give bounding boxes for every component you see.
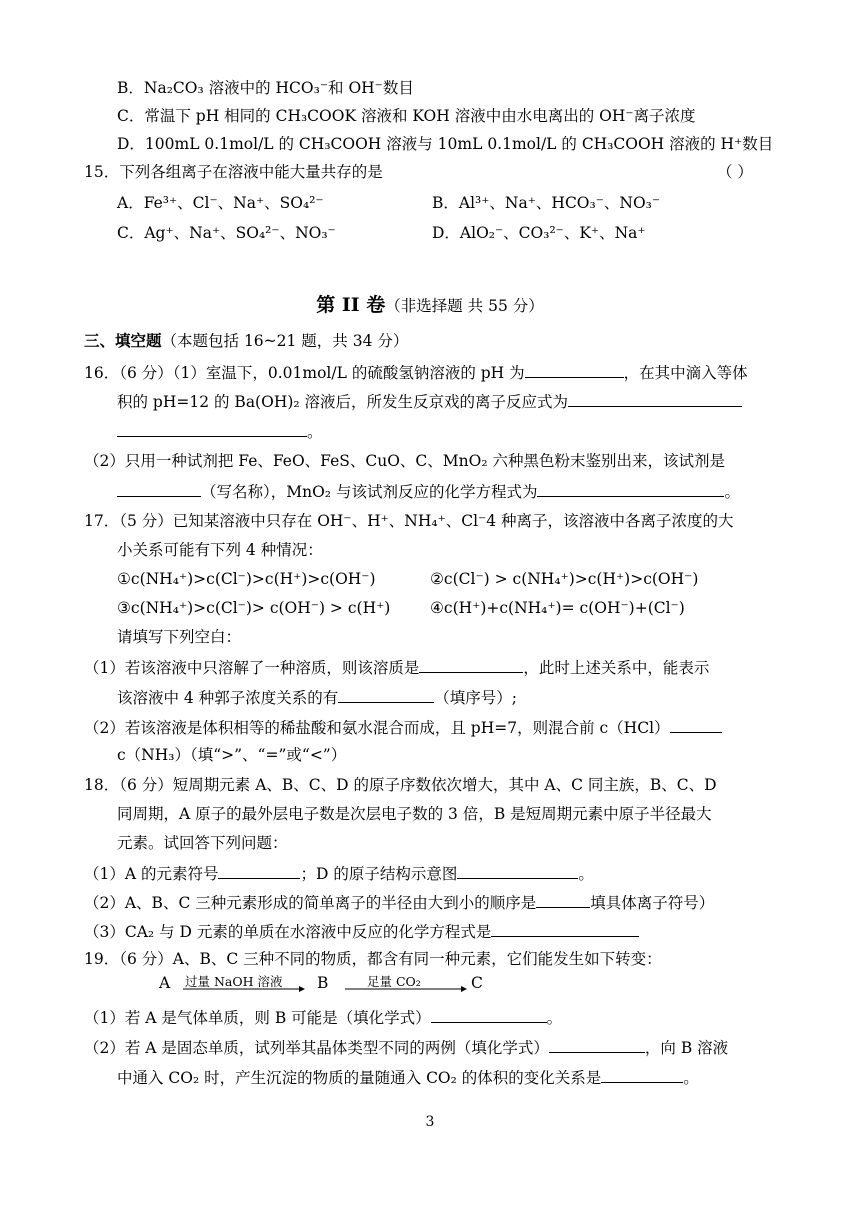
q18-blank-ion-order[interactable] bbox=[536, 891, 590, 908]
q16-text: 积的 pH=12 的 Ba(OH)₂ 溶液后，所发生反京戏的离子反应式为 bbox=[117, 393, 569, 411]
q17-relation-3: ③c(NH₄⁺)>c(Cl⁻)> c(OH⁻) > c(H⁺) bbox=[117, 599, 391, 617]
q18-text: （3）CA₂ 与 D 元素的单质在水溶液中反应的化学方程式是 bbox=[84, 923, 492, 941]
q18-text: ；D 的原子结构示意图 bbox=[300, 865, 458, 883]
diagram-arrow-2-label: 足量 CO₂ bbox=[367, 974, 421, 989]
q18-blank-equation[interactable] bbox=[491, 920, 639, 937]
q17-instruction: 请填写下列空白： bbox=[117, 628, 242, 646]
q19-text: 。 bbox=[683, 1069, 699, 1087]
q19-blank-b-formula[interactable] bbox=[431, 1006, 547, 1023]
q16-blank-ionic-equation-cont[interactable] bbox=[117, 420, 307, 437]
q16-line-4: （2）只用一种试剂把 Fe、FeO、FeS、CuO、C、MnO₂ 六种黑色粉末鉴别出来，该试剂是 bbox=[84, 452, 725, 470]
q19-part-1 bbox=[84, 1006, 562, 1028]
q18-line-3: 元素。试回答下列问题： bbox=[117, 834, 288, 852]
q16-text: 。 bbox=[724, 483, 740, 501]
q19-text: ，向 B 溶液 bbox=[644, 1039, 729, 1057]
diagram-node-c: C bbox=[471, 974, 483, 992]
q14-option-d: D．100mL 0.1mol/L 的 CH₃COOH 溶液与 10mL 0.1mol/L 的 CH₃COOH 溶液的 H⁺数目 bbox=[117, 135, 774, 153]
q18-line-1: 18．（6 分）短周期元素 A、B、C、D 的原子序数依次增大，其中 A、C 同主族，B、C、D bbox=[84, 776, 717, 794]
section-2-header bbox=[0, 290, 860, 317]
q18-blank-atomic-structure[interactable] bbox=[457, 862, 578, 879]
q15-option-a: A．Fe³⁺、Cl⁻、Na⁺、SO₄²⁻ bbox=[117, 194, 324, 212]
q17-text: （填序号）; bbox=[434, 689, 517, 707]
q19-part-2 bbox=[84, 1036, 728, 1058]
diagram-node-b: B bbox=[317, 974, 329, 992]
q16-blank-equation[interactable] bbox=[537, 480, 724, 497]
q17-part-2 bbox=[84, 716, 722, 738]
q19-text: 中通入 CO₂ 时，产生沉淀的物质的量随通入 CO₂ 的体积的变化关系是 bbox=[117, 1069, 602, 1087]
q17-text: （1）若该溶液中只溶解了一种溶质，则该溶质是 bbox=[84, 659, 420, 677]
q15-answer-paren: （ ） bbox=[717, 163, 753, 181]
section-3-title: 三、填空题 bbox=[84, 331, 162, 350]
q16-text: 16．（6 分）（1）室温下，0.01mol/L 的硫酸氢钠溶液的 pH 为 bbox=[84, 364, 525, 382]
q17-relation-4: ④c(H⁺)+c(NH₄⁺)= c(OH⁻)+(Cl⁻) bbox=[430, 599, 685, 617]
q19-text: 。 bbox=[546, 1009, 563, 1027]
q17-blank-compare[interactable] bbox=[670, 716, 722, 733]
q19-conversion-diagram bbox=[155, 970, 495, 1000]
q16-text: （写名称），MnO₂ 与该试剂反应的化学方程式为 bbox=[201, 483, 538, 501]
q16-blank-reagent[interactable] bbox=[117, 480, 201, 497]
q17-text: 该溶液中 4 种郭子浓度关系的有 bbox=[117, 689, 339, 707]
q19-text: （1）若 A 是气体单质，则 B 可能是（填化学式） bbox=[84, 1009, 431, 1027]
q18-part-2 bbox=[84, 891, 714, 913]
q14-option-c: C．常温下 pH 相同的 CH₃COOK 溶液和 KOH 溶液中由水电离出的 OH⁻离子浓度 bbox=[117, 107, 696, 125]
q16-blank-ionic-equation[interactable] bbox=[568, 390, 742, 407]
q15-option-b: B．Al³⁺、Na⁺、HCO₃⁻、NO₃⁻ bbox=[432, 194, 661, 212]
q18-text: （2）A、B、C 三种元素形成的简单离子的半径由大到小的顺序是 bbox=[84, 894, 537, 912]
q18-blank-element-a[interactable] bbox=[218, 862, 300, 879]
q17-part-2-cont: c（NH₃）（填“>”、“=”或“<”） bbox=[117, 746, 347, 764]
q17-relation-1: ①c(NH₄⁺)>c(Cl⁻)>c(H⁺)>c(OH⁻) bbox=[117, 570, 376, 588]
q15-option-c: C．Ag⁺、Na⁺、SO₄²⁻、NO₃⁻ bbox=[117, 224, 336, 242]
section-3-note: （本题包括 16~21 题，共 34 分） bbox=[161, 332, 409, 350]
page-number: 3 bbox=[425, 1114, 435, 1130]
q16-text: 。 bbox=[307, 423, 323, 441]
q19-blank-relationship[interactable] bbox=[601, 1066, 683, 1083]
q16-line-5 bbox=[117, 480, 740, 502]
q18-text: 填具体离子符号） bbox=[590, 894, 715, 912]
q19-line-1: 19．（6 分）A、B、C 三种不同的物质，都含有同一种元素，它们能发生如下转变： bbox=[84, 950, 662, 968]
q19-blank-examples[interactable] bbox=[549, 1036, 645, 1053]
q17-text: ，此时上述关系中，能表示 bbox=[523, 659, 710, 677]
q17-part-1 bbox=[84, 656, 709, 678]
q16-line-1 bbox=[84, 361, 748, 383]
q18-text: （1）A 的元素符号 bbox=[84, 865, 219, 883]
q17-line-1: 17．（5 分）已知某溶液中只存在 OH⁻、H⁺、NH₄⁺、Cl⁻4 种离子，该溶液中各离子浓度的大 bbox=[84, 512, 734, 530]
diagram-node-a: A bbox=[159, 974, 171, 992]
q19-text: （2）若 A 是固态单质，试列举其晶体类型不同的两例（填化学式） bbox=[84, 1039, 549, 1057]
q15-stem: 15．下列各组离子在溶液中能大量共存的是 bbox=[84, 163, 383, 181]
q17-relation-2: ②c(Cl⁻) > c(NH₄⁺)>c(H⁺)>c(OH⁻) bbox=[430, 570, 699, 588]
q17-line-2: 小关系可能有下列 4 种情况： bbox=[117, 541, 323, 559]
arrow-right-icon bbox=[343, 970, 467, 1000]
q14-option-b: B．Na₂CO₃ 溶液中的 HCO₃⁻和 OH⁻数目 bbox=[117, 79, 414, 97]
section-3-heading bbox=[84, 331, 408, 351]
q15-option-d: D．AlO₂⁻、CO₃²⁻、K⁺、Na⁺ bbox=[432, 224, 646, 242]
q16-text: ，在其中滴入等体 bbox=[623, 364, 748, 382]
q18-part-3 bbox=[84, 920, 639, 942]
q16-line-3 bbox=[117, 420, 323, 442]
q19-part-2-cont bbox=[117, 1066, 699, 1088]
q18-part-1 bbox=[84, 862, 594, 884]
q17-blank-solute[interactable] bbox=[419, 656, 523, 673]
arrow-right-icon bbox=[181, 970, 305, 1000]
q17-blank-relations[interactable] bbox=[338, 686, 434, 703]
q18-text: 。 bbox=[578, 865, 594, 883]
section-2-subtitle: （非选择题 共 55 分） bbox=[385, 297, 544, 315]
q18-line-2: 同周期，A 原子的最外层电子数是次层电子数的 3 倍，B 是短周期元素中原子半径最大 bbox=[117, 805, 712, 823]
q16-blank-ph[interactable] bbox=[525, 361, 624, 378]
q17-part-1-cont bbox=[117, 686, 517, 708]
diagram-arrow-1-label: 过量 NaOH 溶液 bbox=[185, 974, 283, 989]
q17-text: （2）若该溶液是体积相等的稀盐酸和氨水混合而成，且 pH=7，则混合前 c（HCl） bbox=[84, 719, 670, 737]
section-2-title: 第 II 卷 bbox=[316, 294, 386, 316]
q16-line-2 bbox=[117, 390, 742, 412]
